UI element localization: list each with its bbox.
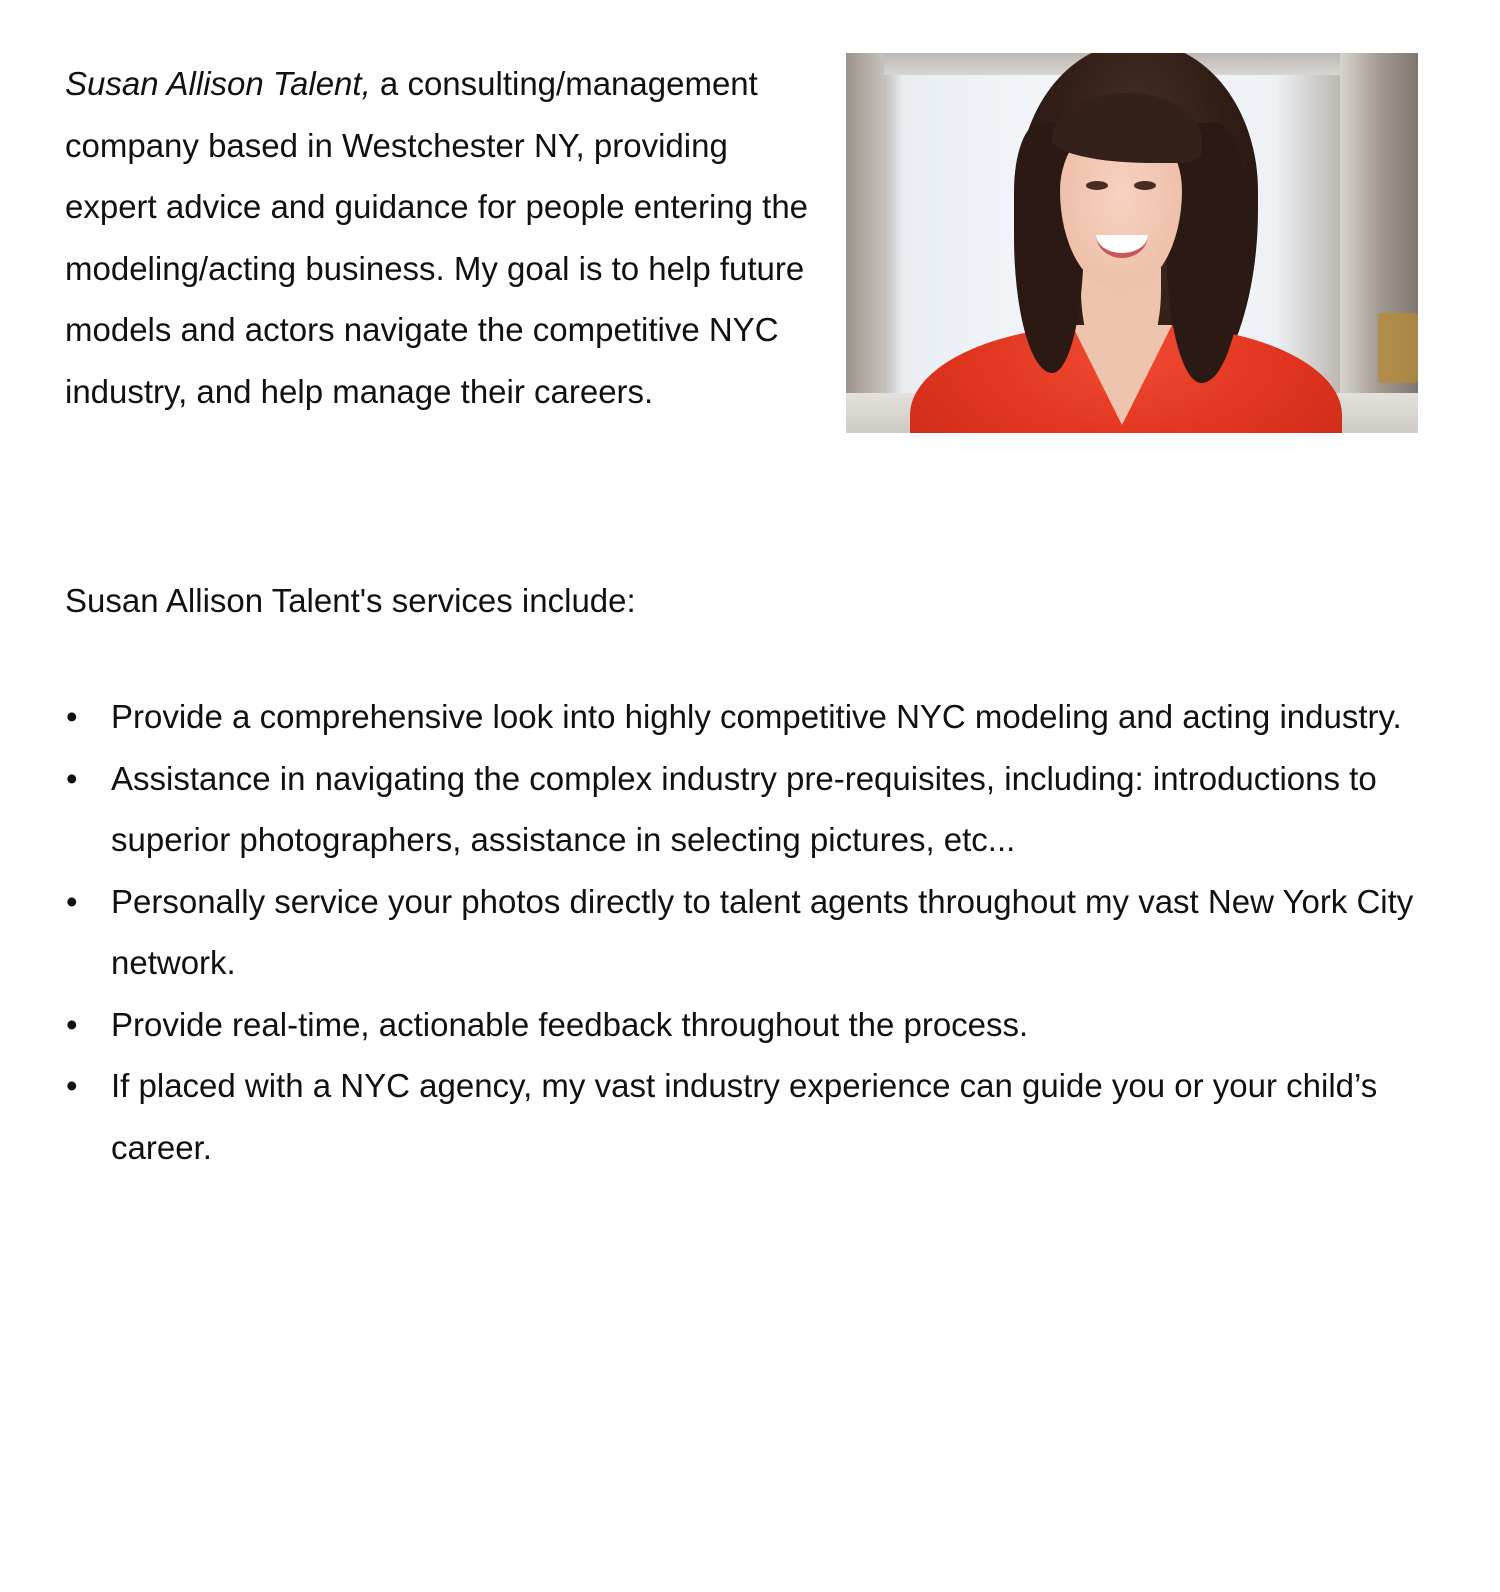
list-item-text: Personally service your photos directly to talent agents throughout my vast New York City network. [111,882,1414,981]
list-item-text: Provide a comprehensive look into highly competitive NYC modeling and acting industry. [111,698,1402,735]
bullet-icon: • [66,1067,78,1104]
list-item [0,686,1460,748]
list-item-text: Assistance in navigating the complex industry pre-requisites, including: introductions to superior photographers, assistance in selecting pictures, etc... [111,759,1377,858]
list-item [0,994,1460,1056]
bullet-icon: • [66,882,78,920]
list-item [0,1055,1460,1178]
photo-vneck [1072,325,1172,425]
photo-eye-right [1134,181,1156,190]
intro-text: a consulting/management company based in Westchester NY, providing expert advice and guidance for people entering the modeling/acting business. My goal is to help future models and actors navigate the competitive NYC industry, and help manage their careers. [65,65,809,410]
list-item-text: Provide real-time, actionable feedback throughout the process. [111,1005,1029,1043]
portrait-photo [846,53,1418,433]
company-name: Susan Allison Talent, [65,65,371,102]
bullet-icon: • [66,698,78,735]
photo-window-post-left [846,53,884,433]
list-item-text: If placed with a NYC agency, my vast industry experience can guide you or your child’s career. [111,1067,1378,1166]
bullet-icon: • [66,1005,78,1043]
bullet-icon: • [66,759,78,797]
services-heading: Susan Allison Talent's services include: [65,582,636,619]
list-item [0,871,1460,994]
photo-lamp [1378,313,1418,383]
services-list [0,686,1460,1178]
list-item [0,748,1460,871]
photo-eye-left [1086,181,1108,190]
intro-paragraph [65,53,825,422]
